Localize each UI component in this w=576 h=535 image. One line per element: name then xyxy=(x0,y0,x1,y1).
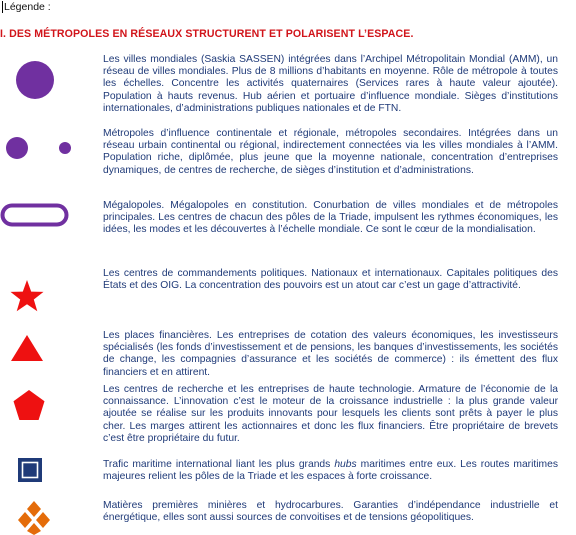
legend-entry-raw-materials: Matières premières minières et hydrocarbures. Garanties d’indépendance industrielle et énergétique, elles sont aussi sources de convoitises et de tensions géopolitiques. xyxy=(103,500,558,524)
navy-square-icon xyxy=(17,457,43,483)
red-star-icon xyxy=(9,279,45,313)
maritime-text-end: maritimes entre eux. Les routes maritimes majeures relient les pôles de la Triade et les espaces à forte croissance. xyxy=(103,459,559,483)
legend-entry-political-centers: Les centres de commandements politiques. Nationaux et internationaux. Capitales politiques des États et des OIG. La concentration des pouvoirs est un atout car c’est un gage d’attractivité. xyxy=(103,268,558,292)
orange-diamonds-icon xyxy=(14,500,54,535)
red-triangle-icon xyxy=(10,334,44,362)
section-heading: I. DES MÉTROPOLES EN RÉSEAUX STRUCTURENT ET POLARISENT L’ESPACE. xyxy=(0,28,414,40)
legend-entry-financial-centers: Les places financières. Les entreprises de cotation des valeurs économiques, les investisseurs spécialisés (les fonds d’investissement et de pensions, les banques d’investissements, les sociétés de change, les compagnies d’assurance et les sociétés de commerce) : ils émettent des flux financiers et en attirent. xyxy=(103,330,558,378)
legend-entry-regional-metropolises: Métropoles d’influence continentale et régionale, métropoles secondaires. Intégrées dans un réseau urbain continental ou régional, indirectement connectées via les villes mondiales à l’AMM. Population riche, diplômée, plus jeune que la moyenne nationale, concentration d’entreprises dynamiques, de centres de recherche, de sièges d’institution et d’administrations. xyxy=(103,128,558,176)
maritime-text-start: Trafic maritime international liant les plus grands xyxy=(103,459,335,470)
red-pentagon-icon xyxy=(12,389,46,421)
megalopolis-outline-icon xyxy=(0,203,70,229)
text-cursor xyxy=(2,1,3,13)
legend-entry-research-centers: Les centres de recherche et les entreprises de haute technologie. Armature de l’économie de la connaissance. L’innovation c’est le moteur de la croissance industrielle : la plus grande valeur ajoutée se réalise sur les produits innovants pour lesquels les clients sont prêts à payer le plus cher. Les marges attirent les actionnaires et donc les flux financiers. Être propriétaire de brevets c’est être propriétaire du futur. xyxy=(103,384,558,444)
legend-entry-maritime-traffic xyxy=(103,459,558,483)
legend-entry-megalopolises: Mégalopoles. Mégalopoles en constitution. Conurbation de villes mondiales et de métropoles principales. Les centres de chacun des pôles de la Triade, impulsent les rythmes économiques, les idées, les modes et les découvertes à l’échelle mondiale. Ce sont le cœur de la mondialisation. xyxy=(103,200,558,236)
small-purple-circles-icon xyxy=(4,133,74,163)
legend-label: Légende : xyxy=(4,1,51,13)
large-purple-circle-icon xyxy=(15,60,55,100)
maritime-text-hubs: hubs xyxy=(334,459,357,470)
legend-entry-world-cities: Les villes mondiales (Saskia SASSEN) intégrées dans l’Archipel Métropolitain Mondial (AMM), un réseau de villes mondiales. Plus de 8 millions d’habitants en moyenne. Rôle de métropole à toutes les échelles. Concentre les activités quaternaires (Services rares à haute valeur ajoutée). Population à hauts revenus. Hub aérien et portuaire d’influence mondiale. Sièges d’institutions internationales, d’administrations publiques nationales et de FTN. xyxy=(103,54,558,114)
